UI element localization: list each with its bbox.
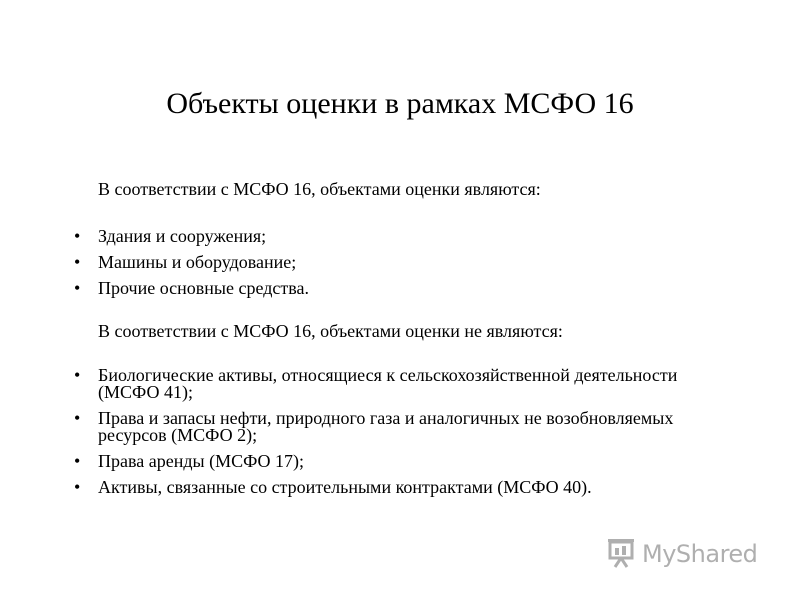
bullet-icon: • [74,408,81,428]
list-item-text: Биологические активы, относящиеся к сельскохозяйственной деятельности (МСФО 41); [98,365,678,402]
list-item [0,251,720,273]
intro-excluded: В соответствии с МСФО 16, объектами оценки не являются: [98,321,563,341]
watermark-text: MyShared [642,540,758,568]
list-item-text: Здания и сооружения; [98,226,267,246]
list-item [0,479,720,496]
list-item-text: Машины и оборудование; [98,252,297,272]
bullet-icon: • [74,477,81,497]
list-item-text: Прочие основные средства. [98,278,309,298]
list-item-text: Активы, связанные со строительными контрактами (МСФО 40). [98,477,592,497]
watermark-logo [606,534,766,574]
list-item-text: Права аренды (МСФО 17); [98,451,305,471]
list-item [0,453,720,470]
bullet-icon: • [74,226,81,246]
intro-included: В соответствии с МСФО 16, объектами оценки являются: [98,179,541,199]
excluded-list [0,367,720,505]
list-item [0,367,720,401]
bullet-icon: • [74,451,81,471]
list-item [0,277,720,299]
slide-title: Объекты оценки в рамках МСФО 16 [166,87,634,120]
presentation-board-icon [606,536,636,573]
list-item [0,225,720,247]
bullet-icon: • [74,278,81,298]
list-item-text: Права и запасы нефти, природного газа и аналогичных не возобновляемых ресурсов (МСФО 2); [98,408,674,445]
bullet-icon: • [74,365,81,385]
included-list [0,225,720,303]
list-item [0,410,720,444]
bullet-icon: • [74,252,81,272]
